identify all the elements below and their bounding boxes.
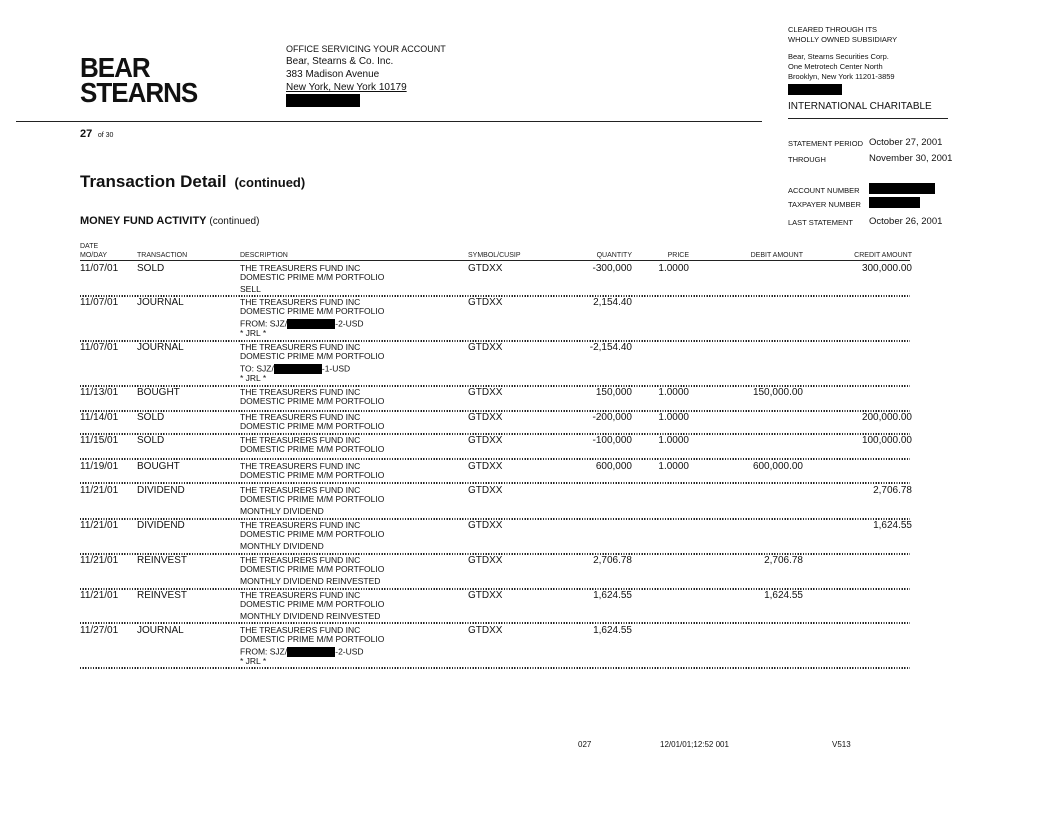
row-date: 11/21/01 — [80, 555, 119, 566]
row-date: 11/07/01 — [80, 263, 119, 274]
period-label: STATEMENT PERIOD — [788, 139, 864, 148]
row-transaction: JOURNAL — [137, 297, 184, 308]
row-date: 11/13/01 — [80, 387, 119, 398]
row-description — [240, 298, 384, 338]
description-line-3: MONTHLY DIVIDEND — [240, 541, 324, 551]
row-transaction: DIVIDEND — [137, 485, 185, 496]
office-name: Bear, Stearns & Co. Inc. — [286, 56, 394, 67]
page-current: 27 — [80, 128, 93, 140]
account-prefix: FROM: SJZ/ — [240, 646, 288, 657]
row-description — [240, 436, 384, 454]
office-street: 383 Madison Avenue — [286, 69, 380, 80]
account-name: INTERNATIONAL CHARITABLE — [788, 101, 932, 112]
row-symbol: GTDXX — [468, 387, 503, 398]
account-suffix: -2-USD — [335, 318, 364, 329]
account-suffix: -2-USD — [335, 646, 364, 657]
description-line-1: THE TREASURERS FUND INC — [240, 412, 361, 422]
bear-stearns-logo — [80, 51, 198, 109]
row-debit: 1,624.55 — [764, 590, 803, 601]
row-transaction: BOUGHT — [137, 387, 180, 398]
account-redaction — [287, 647, 335, 657]
description-line-1: THE TREASURERS FUND INC — [240, 520, 361, 530]
row-description — [240, 388, 384, 406]
row-symbol: GTDXX — [468, 342, 503, 353]
row-separator — [80, 482, 910, 484]
row-credit: 2,706.78 — [873, 485, 912, 496]
logo-line-2: STEARNS — [80, 76, 198, 109]
row-description — [240, 413, 384, 431]
row-credit: 200,000.00 — [861, 412, 912, 423]
row-credit: 100,000.00 — [861, 435, 912, 446]
row-date: 11/27/01 — [80, 625, 119, 636]
row-transaction: REINVEST — [137, 590, 188, 601]
through-value: November 30, 2001 — [869, 153, 953, 164]
row-transaction: DIVIDEND — [137, 520, 185, 531]
description-line-2: DOMESTIC PRIME M/M PORTFOLIO — [240, 564, 385, 574]
account-suffix: -1-USD — [321, 363, 351, 374]
row-quantity: -200,000 — [592, 412, 632, 423]
row-price: 1.0000 — [658, 461, 689, 472]
row-price: 1.0000 — [658, 387, 689, 398]
description-line-2: DOMESTIC PRIME M/M PORTFOLIO — [240, 306, 385, 316]
account-number-redaction — [869, 183, 935, 194]
clearing-redaction — [788, 84, 895, 98]
office-city: New York, New York 10179 — [286, 82, 407, 93]
account-redaction — [287, 319, 335, 329]
section-title-text: MONEY FUND ACTIVITY — [80, 215, 207, 227]
row-transaction: JOURNAL — [137, 342, 184, 353]
row-debit: 150,000.00 — [752, 387, 803, 398]
description-line-1: THE TREASURERS FUND INC — [240, 590, 361, 600]
description-line-2: DOMESTIC PRIME M/M PORTFOLIO — [240, 444, 385, 454]
page-number — [80, 128, 113, 140]
taxpayer-number-label: TAXPAYER NUMBER — [788, 200, 861, 209]
page-title-suffix: (continued) — [234, 175, 306, 190]
description-line-3: MONTHLY DIVIDEND REINVESTED — [240, 576, 381, 586]
description-line-1: THE TREASURERS FUND INC — [240, 555, 361, 565]
row-date: 11/21/01 — [80, 485, 119, 496]
description-line-3: MONTHLY DIVIDEND — [240, 506, 324, 516]
page-of: of 30 — [97, 132, 114, 139]
office-redaction — [286, 94, 446, 110]
description-line-1: THE TREASURERS FUND INC — [240, 435, 361, 445]
footer-version: V513 — [832, 740, 851, 749]
description-line-2: DOMESTIC PRIME M/M PORTFOLIO — [240, 494, 385, 504]
page-title — [80, 172, 305, 192]
row-date: 11/14/01 — [80, 412, 119, 423]
row-quantity: 1,624.55 — [593, 625, 632, 636]
col-transaction: TRANSACTION — [137, 252, 188, 259]
row-symbol: GTDXX — [468, 412, 503, 423]
row-description — [240, 462, 384, 480]
description-line-3: MONTHLY DIVIDEND REINVESTED — [240, 611, 381, 621]
description-line-2: DOMESTIC PRIME M/M PORTFOLIO — [240, 351, 385, 361]
description-line-2: DOMESTIC PRIME M/M PORTFOLIO — [240, 529, 385, 539]
row-description — [240, 626, 384, 666]
col-quantity: QUANTITY — [596, 252, 632, 259]
row-credit: 1,624.55 — [873, 520, 912, 531]
col-symbol: SYMBOL/CUSIP — [468, 252, 521, 259]
row-description — [240, 556, 384, 586]
row-quantity: 150,000 — [595, 387, 632, 398]
row-date: 11/07/01 — [80, 297, 119, 308]
row-description — [240, 521, 384, 551]
description-line-1: THE TREASURERS FUND INC — [240, 263, 361, 273]
row-symbol: GTDXX — [468, 520, 503, 531]
clearing-line-1: CLEARED THROUGH ITS — [788, 25, 878, 34]
row-transaction: JOURNAL — [137, 625, 184, 636]
description-line-2: DOMESTIC PRIME M/M PORTFOLIO — [240, 599, 385, 609]
row-debit: 600,000.00 — [752, 461, 803, 472]
row-quantity: 2,154.40 — [593, 297, 632, 308]
account-prefix: TO: SJZ/ — [240, 363, 274, 374]
account-redaction — [274, 364, 322, 374]
row-transaction: SOLD — [137, 263, 165, 274]
last-statement-label: LAST STATEMENT — [788, 218, 854, 227]
clearing-corp: Bear, Stearns Securities Corp. — [788, 52, 889, 61]
row-symbol: GTDXX — [468, 263, 503, 274]
office-label: OFFICE SERVICING YOUR ACCOUNT — [286, 44, 446, 54]
header-underline — [80, 260, 910, 261]
row-date: 11/07/01 — [80, 342, 119, 353]
description-line-1: THE TREASURERS FUND INC — [240, 625, 361, 635]
col-price: PRICE — [667, 252, 689, 259]
col-date-top: DATE — [80, 243, 99, 250]
row-symbol: GTDXX — [468, 485, 503, 496]
row-symbol: GTDXX — [468, 461, 503, 472]
row-debit: 2,706.78 — [764, 555, 803, 566]
row-price: 1.0000 — [658, 435, 689, 446]
col-date: MO/DAY — [80, 252, 108, 259]
row-quantity: -2,154.40 — [589, 342, 632, 353]
col-description: DESCRIPTION — [240, 252, 288, 259]
description-line-2: DOMESTIC PRIME M/M PORTFOLIO — [240, 396, 385, 406]
row-symbol: GTDXX — [468, 590, 503, 601]
through-label: THROUGH — [788, 155, 826, 164]
description-line-1: THE TREASURERS FUND INC — [240, 297, 361, 307]
description-line-2: DOMESTIC PRIME M/M PORTFOLIO — [240, 421, 385, 431]
footer-code: 027 — [578, 740, 592, 749]
row-description — [240, 264, 384, 294]
header-divider-right — [788, 118, 948, 119]
clearing-line-2: WHOLLY OWNED SUBSIDIARY — [788, 35, 898, 44]
row-quantity: -100,000 — [592, 435, 632, 446]
row-separator — [80, 667, 910, 669]
description-line-3: SELL — [240, 284, 261, 294]
last-statement-value: October 26, 2001 — [869, 216, 943, 227]
description-line-1: THE TREASURERS FUND INC — [240, 342, 361, 352]
section-title — [80, 215, 259, 227]
row-price: 1.0000 — [658, 412, 689, 423]
description-line-1: THE TREASURERS FUND INC — [240, 461, 361, 471]
row-description — [240, 486, 384, 516]
description-line-4: * JRL * — [240, 328, 267, 338]
row-transaction: SOLD — [137, 412, 165, 423]
description-line-4: * JRL * — [240, 656, 267, 666]
row-symbol: GTDXX — [468, 435, 503, 446]
row-quantity: -300,000 — [592, 263, 632, 274]
row-symbol: GTDXX — [468, 625, 503, 636]
row-symbol: GTDXX — [468, 555, 503, 566]
description-line-1: THE TREASURERS FUND INC — [240, 485, 361, 495]
row-quantity: 600,000 — [595, 461, 632, 472]
row-separator — [80, 622, 910, 624]
row-transaction: SOLD — [137, 435, 165, 446]
col-credit: CREDIT AMOUNT — [854, 252, 912, 259]
row-separator — [80, 458, 910, 460]
logo-line-1: BEAR — [80, 51, 150, 84]
row-date: 11/19/01 — [80, 461, 119, 472]
row-date: 11/21/01 — [80, 590, 119, 601]
row-quantity: 2,706.78 — [593, 555, 632, 566]
clearing-address-1: One Metrotech Center North — [788, 62, 883, 71]
description-line-1: THE TREASURERS FUND INC — [240, 387, 361, 397]
office-block — [286, 43, 446, 110]
description-line-2: DOMESTIC PRIME M/M PORTFOLIO — [240, 470, 385, 480]
description-line-4: * JRL * — [240, 373, 267, 383]
row-description — [240, 591, 384, 621]
col-debit: DEBIT AMOUNT — [750, 252, 803, 259]
row-date: 11/15/01 — [80, 435, 119, 446]
row-transaction: BOUGHT — [137, 461, 180, 472]
footer-timestamp: 12/01/01;12:52 001 — [660, 740, 729, 749]
account-prefix: FROM: SJZ/ — [240, 318, 288, 329]
row-description — [240, 343, 384, 383]
row-symbol: GTDXX — [468, 297, 503, 308]
description-line-2: DOMESTIC PRIME M/M PORTFOLIO — [240, 272, 385, 282]
row-transaction: REINVEST — [137, 555, 188, 566]
page-title-text: Transaction Detail — [80, 172, 227, 191]
row-credit: 300,000.00 — [861, 263, 912, 274]
row-quantity: 1,624.55 — [593, 590, 632, 601]
period-value: October 27, 2001 — [869, 137, 943, 148]
row-date: 11/21/01 — [80, 520, 119, 531]
description-line-2: DOMESTIC PRIME M/M PORTFOLIO — [240, 634, 385, 644]
row-price: 1.0000 — [658, 263, 689, 274]
section-title-suffix: (continued) — [209, 216, 260, 227]
clearing-block — [788, 25, 897, 45]
clearing-address-2: Brooklyn, New York 11201-3859 — [788, 72, 895, 81]
account-number-label: ACCOUNT NUMBER — [788, 186, 860, 195]
clearing-corp-block — [788, 52, 895, 98]
taxpayer-number-redaction — [869, 197, 920, 208]
header-divider — [16, 121, 762, 122]
